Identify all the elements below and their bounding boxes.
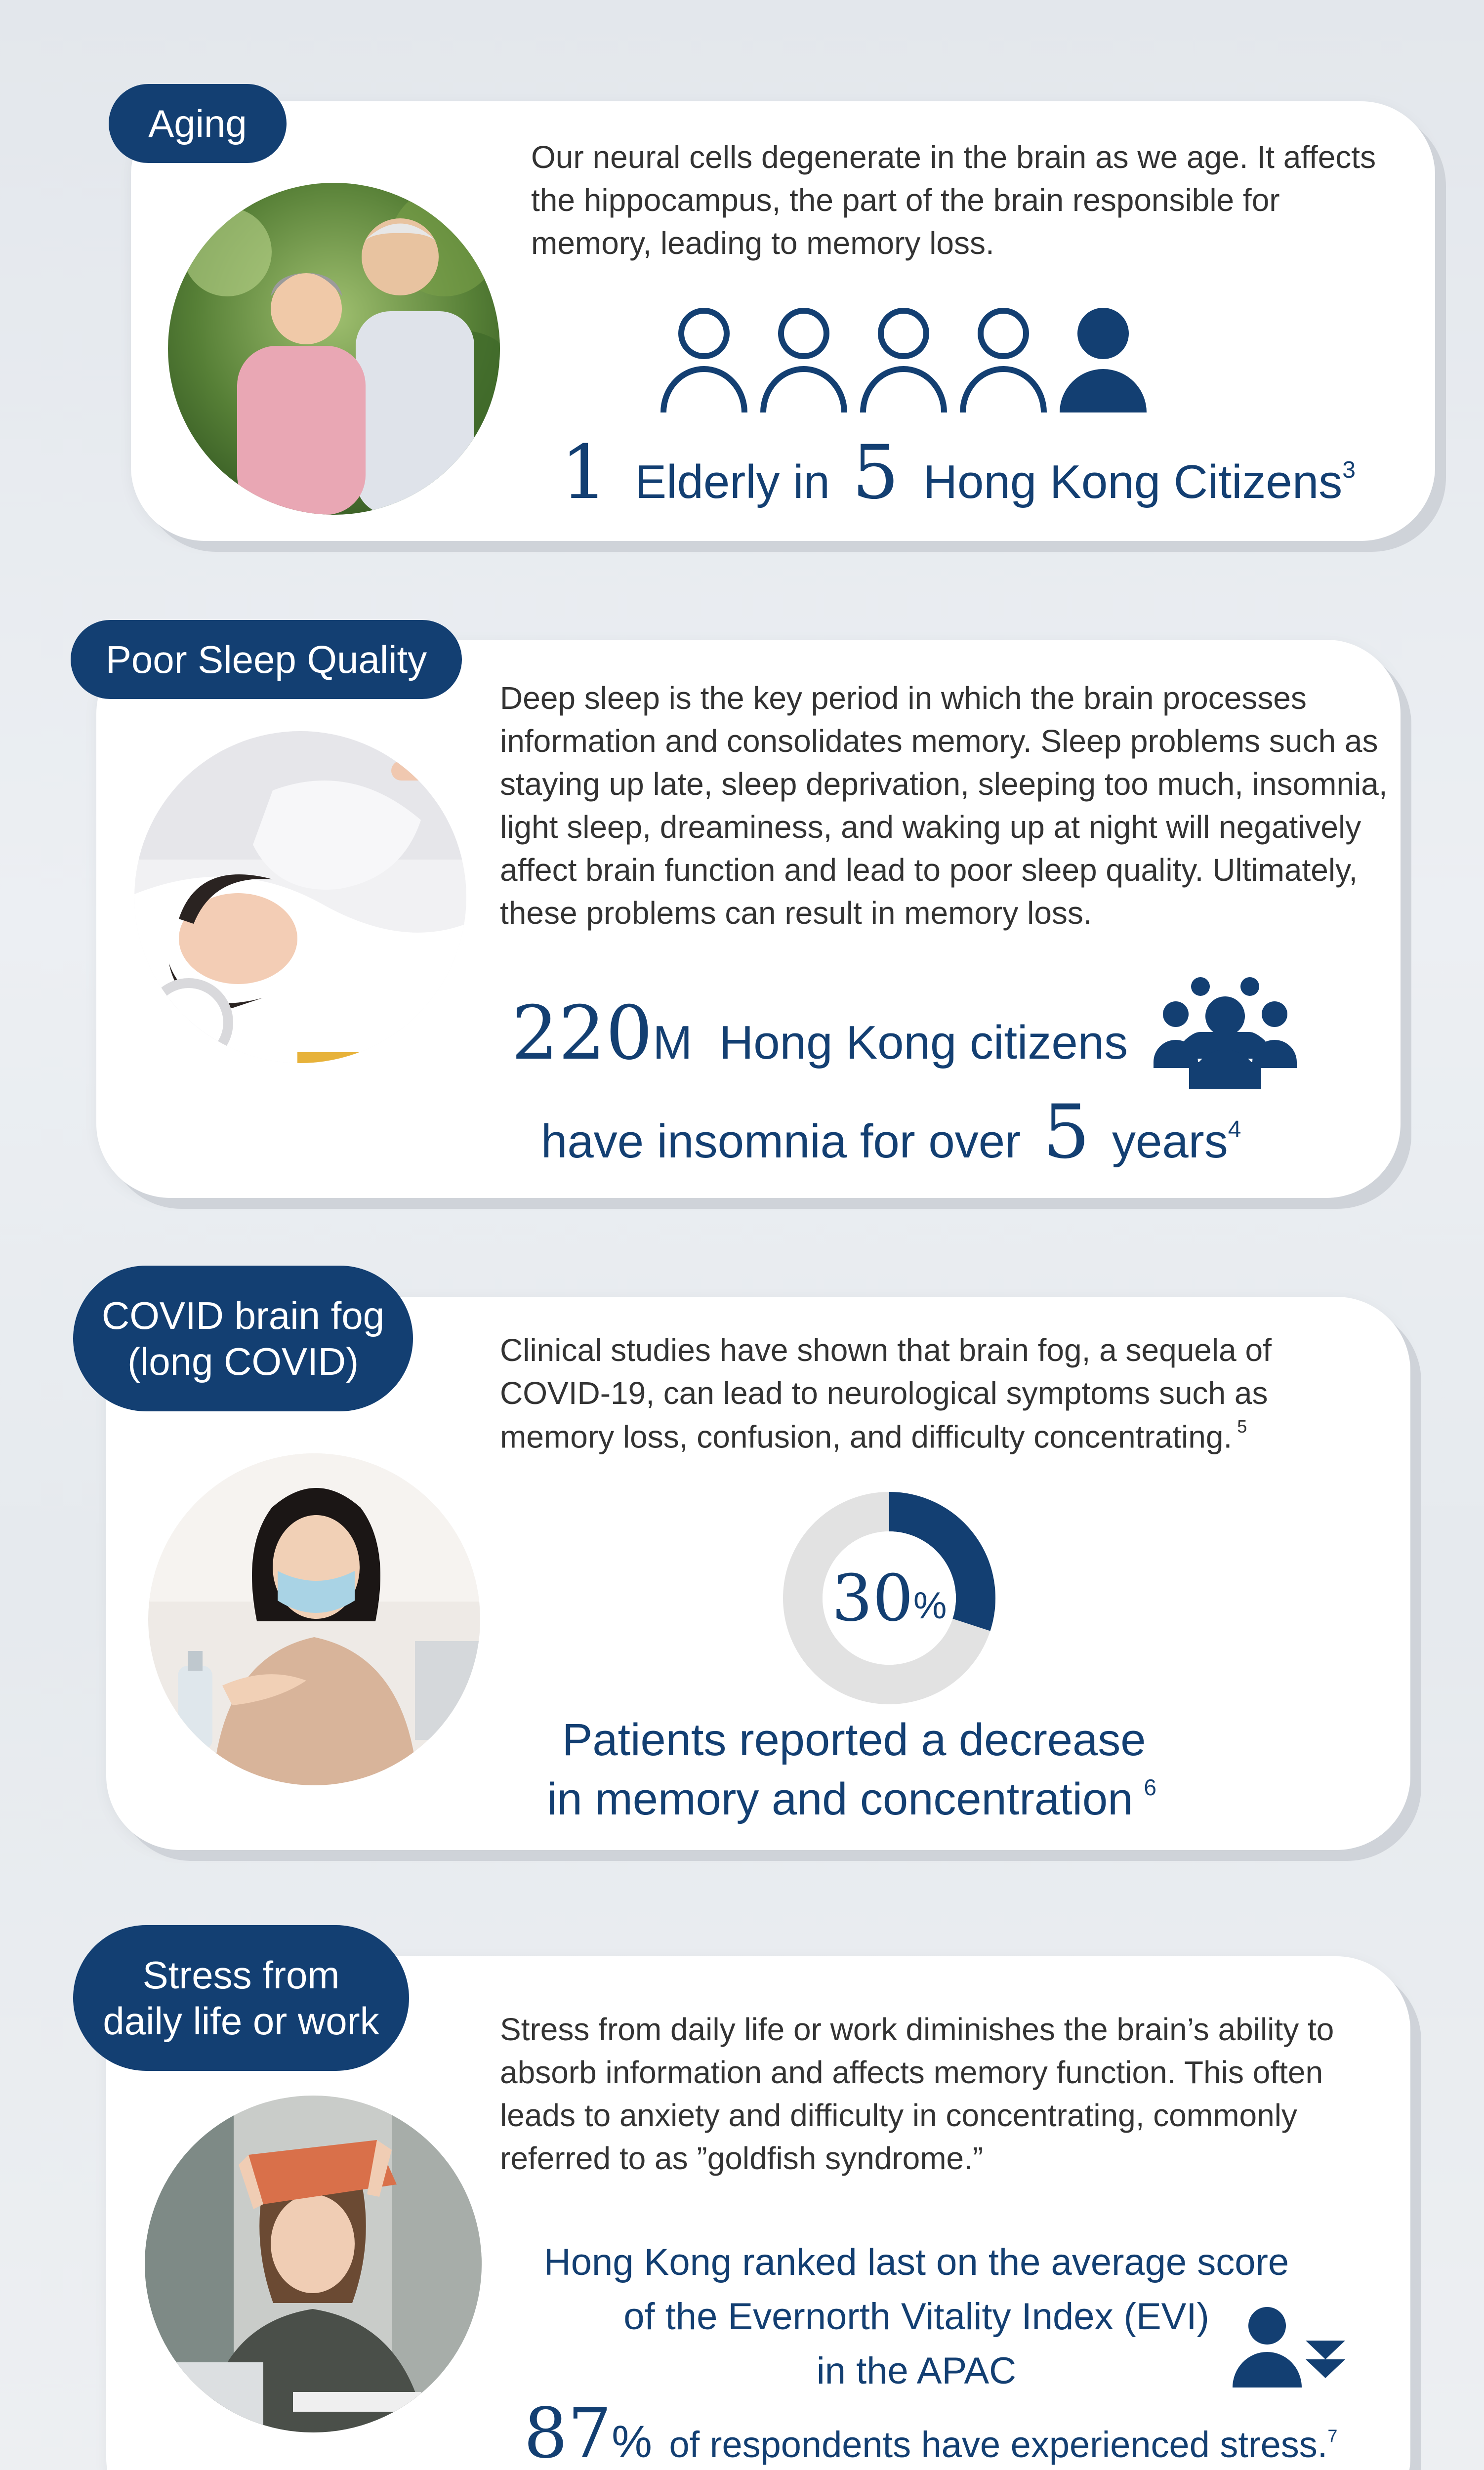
sleep-stat-unit: M (653, 1016, 693, 1069)
aging-people-icons (660, 306, 1154, 415)
covid-label-line1: COVID brain fog (101, 1294, 385, 1338)
sleep-photo (134, 731, 466, 1063)
sleep-label: Poor Sleep Quality (105, 637, 427, 681)
covid-stat-ref: 6 (1144, 1774, 1156, 1800)
stress-rank-line2: of the Evernorth Vitality Index (EVI) (623, 2296, 1209, 2338)
aging-stat-ref: 3 (1342, 457, 1356, 484)
covid-photo (148, 1453, 480, 1785)
sleep-stat-line2 (541, 1089, 1241, 1175)
elderly-couple-image (168, 183, 500, 515)
covid-label-pill (73, 1266, 413, 1411)
stressed-woman-image (145, 2096, 482, 2432)
stress-photo (145, 2096, 482, 2432)
stress-label-line2: daily life or work (103, 1999, 379, 2043)
stress-rank (494, 2235, 1339, 2399)
group-people-icon (1154, 976, 1297, 1089)
stress-label-line1: Stress from (142, 1953, 340, 1997)
covid-stat-text1: Patients reported a decrease (562, 1715, 1146, 1765)
person-icon (660, 306, 748, 415)
stress-label-pill (73, 1925, 409, 2071)
aging-description: Our neural cells degenerate in the brain as we age. It affects the hippocampus, the part of the brain responsible for memory, leading to memory loss. (531, 139, 1376, 261)
aging-stat-num1: 1 (561, 430, 608, 516)
stress-stat-ref: 7 (1327, 2426, 1338, 2446)
sleep-stat-text2: have insomnia for over (541, 1115, 1021, 1168)
person-icon (1059, 306, 1148, 415)
stress-stat-unit: % (612, 2417, 652, 2467)
aging-photo (168, 183, 500, 515)
covid-stat-line2 (547, 1773, 1156, 1825)
sleep-stat-ref: 4 (1228, 1116, 1241, 1143)
covid-description (500, 1329, 1389, 1459)
covid-stat-line1 (562, 1714, 1146, 1766)
covid-text-ref: 5 (1237, 1416, 1247, 1437)
person-icon (759, 306, 848, 415)
person-icon (959, 306, 1048, 415)
stress-stat-text: of respondents have experienced stress. (669, 2424, 1328, 2465)
sleep-label-pill (71, 620, 462, 699)
sleep-stat-num2: 5 (1042, 1089, 1090, 1175)
sleeping-woman-image (134, 731, 466, 1063)
covid-text: Clinical studies have shown that brain fog, a sequela of COVID-19, can lead to neurological symptoms such as memory loss, confusion, and difficulty concentrating. (500, 1332, 1272, 1455)
sleep-stat-text3: years (1112, 1115, 1228, 1168)
stress-rank-line1: Hong Kong ranked last on the average score (543, 2241, 1289, 2283)
stress-stat-num: 87 (524, 2393, 612, 2470)
donut-unit: % (913, 1584, 947, 1627)
aging-label-pill (109, 84, 287, 163)
person-down-arrow-icon (1233, 2306, 1346, 2388)
sleep-stat-num: 220 (511, 990, 653, 1076)
sleep-description: Deep sleep is the key period in which the brain processes information and consolidates memory. Sleep problems such as staying up late, sleep deprivation, sleeping too much, insomnia, light sleep, dreaminess, and waking up at night will negatively affect brain function and lead to poor sleep quality. Ultimately, these problems can result in memory loss. (500, 680, 1388, 931)
aging-stat-text1: Elderly in (635, 455, 830, 508)
masked-woman-image (148, 1453, 480, 1785)
aging-stat-text2: Hong Kong Citizens (923, 455, 1343, 508)
person-icon (859, 306, 948, 415)
stress-rank-line3: in the APAC (816, 2350, 1017, 2392)
aging-stat (561, 430, 1356, 516)
sleep-stat-text: Hong Kong citizens (719, 1016, 1128, 1069)
covid-label-line2: (long COVID) (127, 1339, 359, 1383)
donut-value: 30 (831, 1561, 913, 1636)
stress-description: Stress from daily life or work diminishes the brain’s ability to absorb information and affects memory function. This often leads to anxiety and difficulty in concentrating, commonly referred to as ”goldfish syndrome.” (500, 2012, 1334, 2177)
aging-stat-num2: 5 (852, 430, 900, 516)
covid-donut-chart (781, 1489, 998, 1707)
stress-stat (524, 2393, 1337, 2470)
sleep-stat-line1 (511, 990, 1128, 1076)
aging-label: Aging (148, 101, 247, 145)
covid-stat-text2: in memory and concentration (547, 1774, 1133, 1824)
